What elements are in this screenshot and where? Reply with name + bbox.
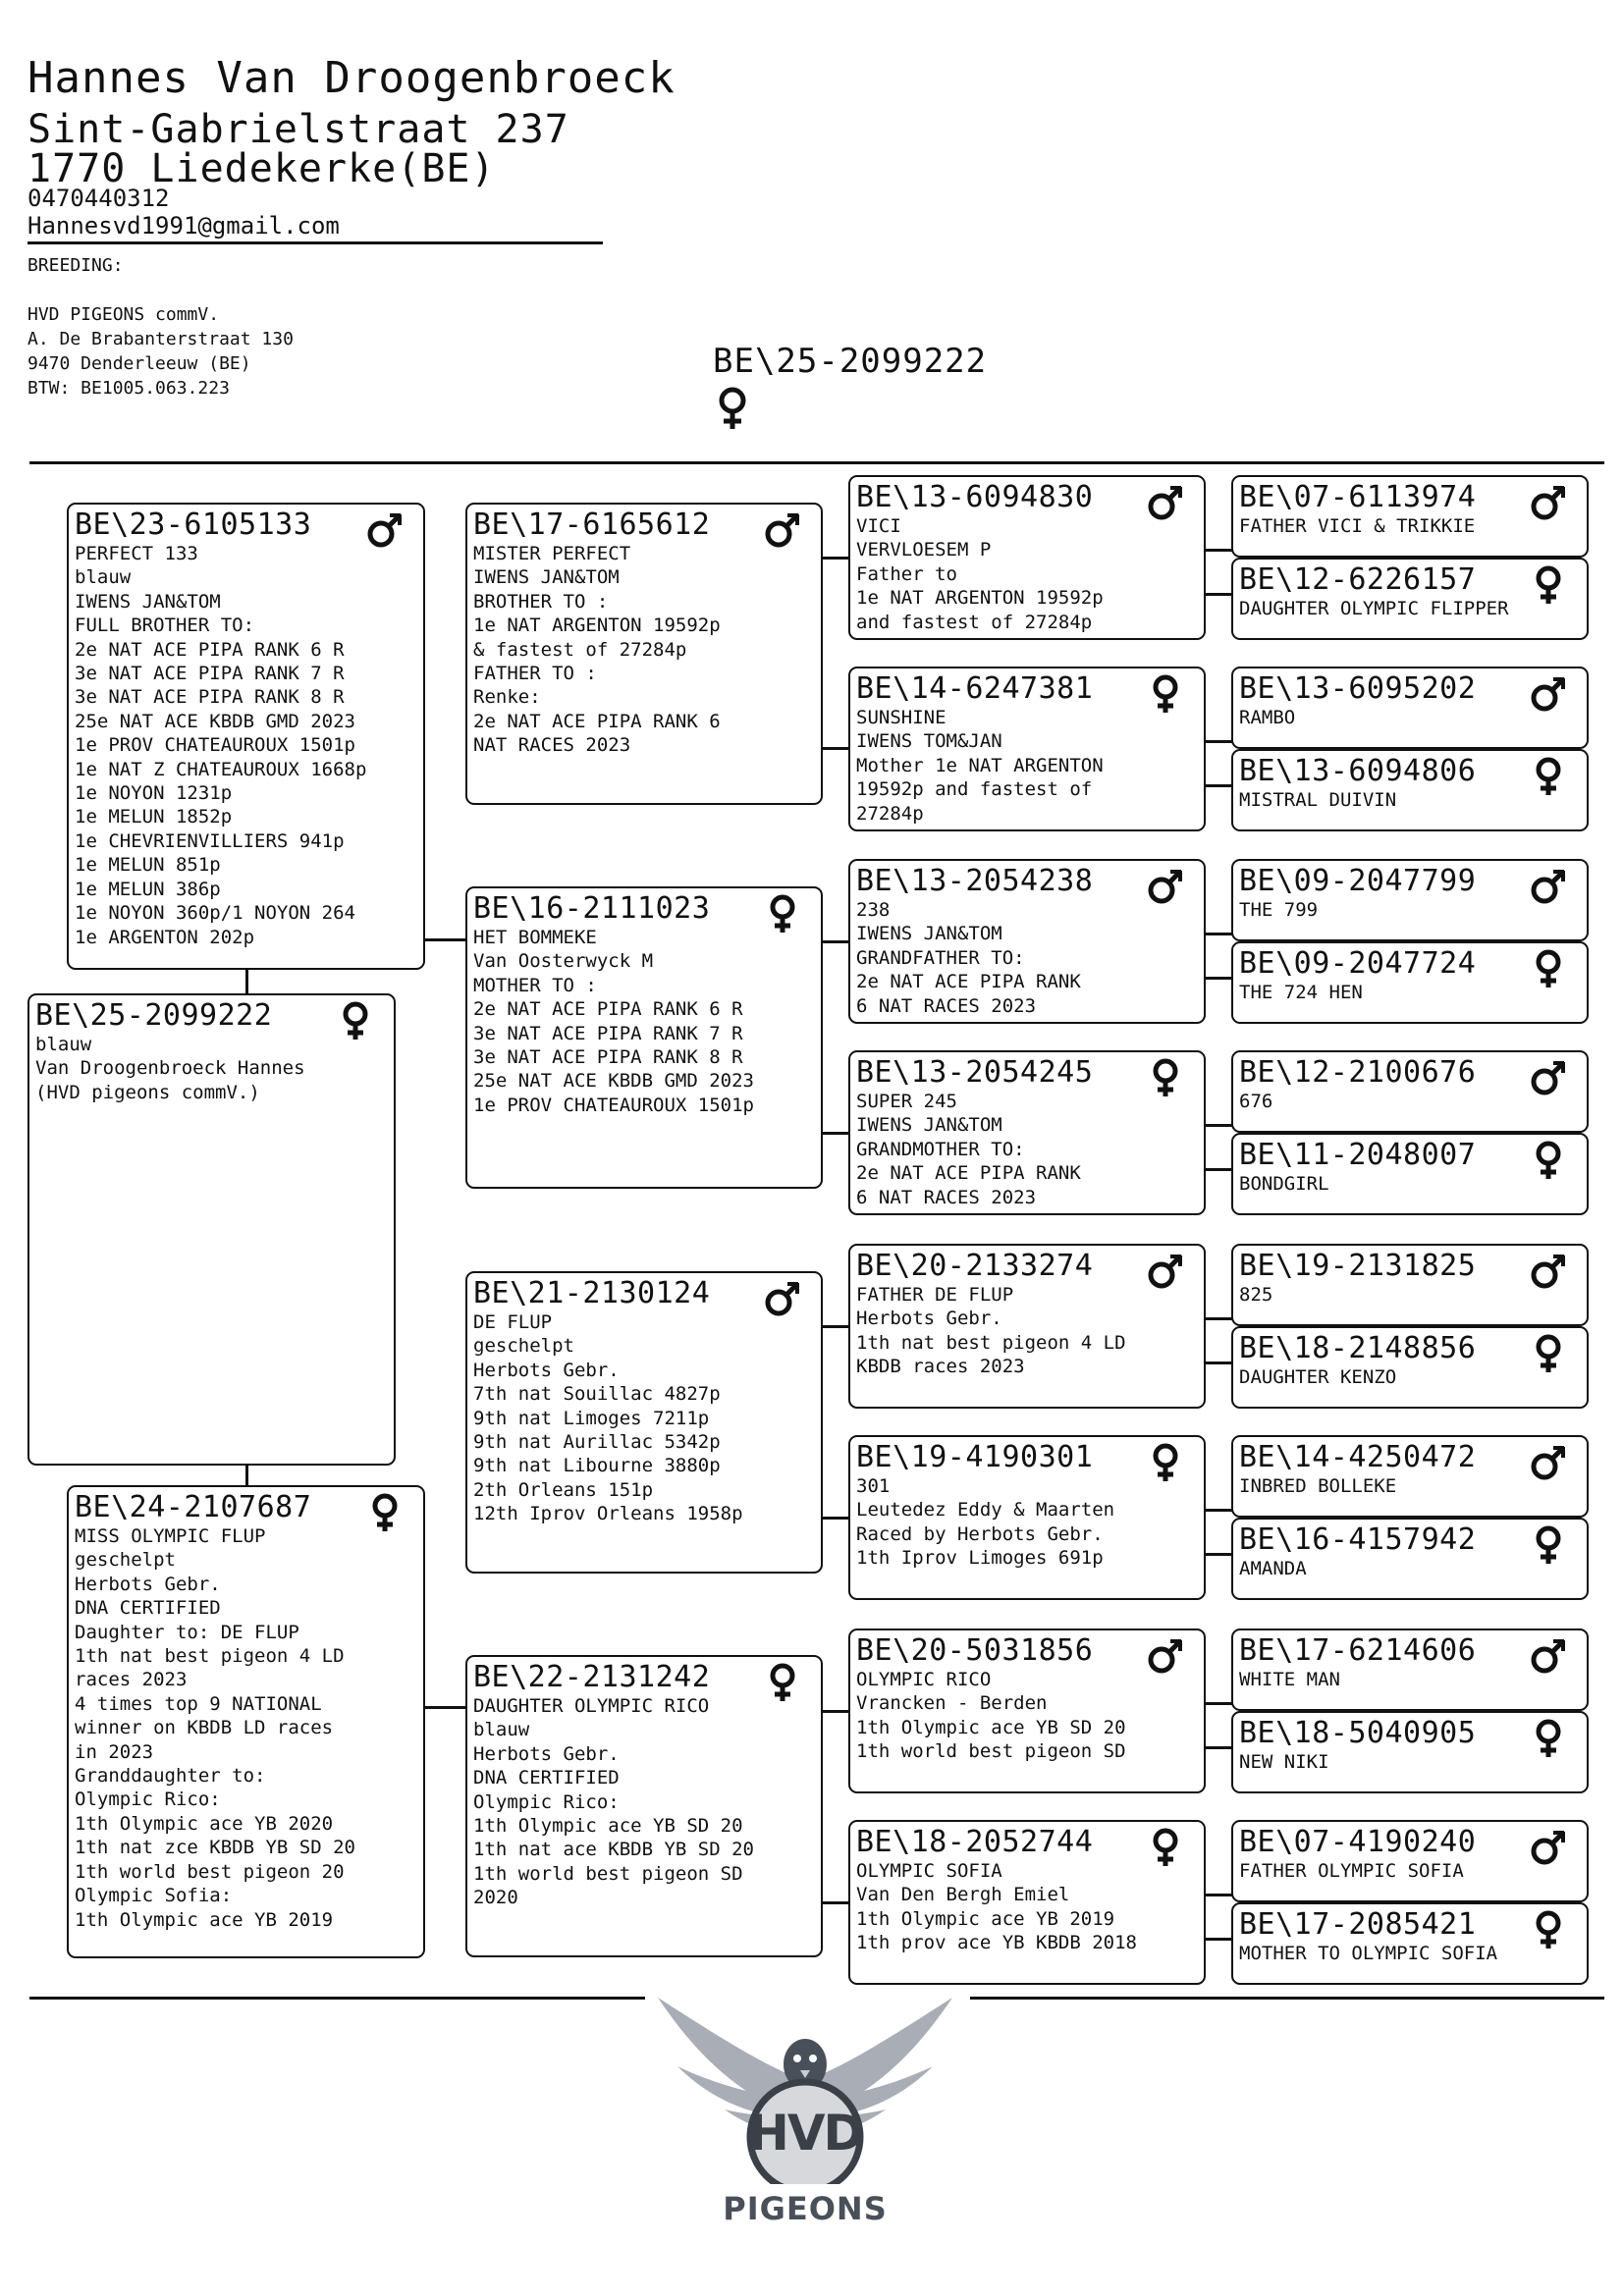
connector: [821, 940, 850, 943]
pigeon-card-gf-paternal: [465, 503, 823, 805]
pigeon-info-line: 25e NAT ACE KBDB GMD 2023: [75, 710, 355, 732]
ring-number: BE\07-6113974: [1239, 480, 1477, 514]
pigeon-info-line: 3e NAT ACE PIPA RANK 8 R: [473, 1046, 743, 1069]
pigeon-info-line: GRANDMOTHER TO:: [856, 1138, 1025, 1160]
connector: [1204, 933, 1233, 935]
connector: [821, 1132, 850, 1135]
female-icon: [1530, 757, 1567, 796]
female-icon: [1530, 1719, 1567, 1758]
owner-street: Sint-Gabrielstraat 237: [27, 107, 569, 152]
pigeon-info-line: Raced by Herbots Gebr.: [856, 1522, 1104, 1545]
connector: [1204, 1746, 1233, 1749]
pigeon-info-line: IWENS TOM&JAN: [856, 730, 1002, 753]
male-icon: [1147, 483, 1184, 522]
pigeon-info-line: SUNSHINE: [856, 707, 947, 728]
pigeon-info-line: (HVD pigeons commV.): [35, 1081, 260, 1103]
female-icon: [366, 1493, 404, 1532]
ring-number: BE\14-6247381: [856, 671, 1094, 706]
female-icon: [1530, 1141, 1567, 1180]
female-icon: [764, 1663, 801, 1702]
pigeon-info-line: 2e NAT ACE PIPA RANK: [856, 971, 1081, 993]
female-icon: [1147, 674, 1184, 714]
connector: [1204, 784, 1233, 787]
ring-number: BE\19-2131825: [1239, 1249, 1477, 1283]
pigeon-info-line: 1th Olympic ace YB SD 20: [473, 1815, 743, 1838]
pigeon-info-line: 1th nat best pigeon 4 LD: [75, 1645, 345, 1668]
pigeon-info-line: DE FLUP: [473, 1311, 553, 1333]
pigeon-card-gggparent: [1231, 558, 1589, 640]
ring-number: BE\13-2054238: [856, 864, 1094, 898]
connector: [1204, 593, 1233, 596]
pigeon-card-ggparent: [848, 1820, 1206, 1985]
male-icon: [1530, 1636, 1567, 1676]
pigeon-info-line: 238: [856, 899, 891, 921]
pigeon-info-line: Father to: [856, 562, 957, 585]
pigeon-info-line: in 2023: [75, 1740, 154, 1763]
pigeon-info-line: MISTER PERFECT: [473, 543, 631, 564]
male-icon: [1530, 674, 1567, 714]
pigeon-info-line: 301: [856, 1475, 891, 1497]
pigeon-card-gggparent: [1231, 1326, 1589, 1409]
bottom-divider-right: [970, 1997, 1604, 2000]
pigeon-info-line: blauw: [35, 1034, 92, 1055]
pigeon-info-line: MOTHER TO :: [473, 974, 597, 996]
female-icon: [1530, 1910, 1567, 1949]
ring-number: BE\23-6105133: [75, 507, 312, 542]
connector: [821, 1901, 850, 1904]
pigeon-info-line: 2e NAT ACE PIPA RANK: [856, 1162, 1081, 1185]
male-icon: [1530, 1828, 1567, 1867]
connector: [1204, 1553, 1233, 1556]
ring-number: BE\18-5040905: [1239, 1716, 1477, 1750]
connector: [1204, 1317, 1233, 1320]
connector: [1204, 977, 1233, 980]
pigeon-info-line: 1e NOYON 1231p: [75, 782, 233, 805]
owner-phone: 0470440312: [27, 185, 170, 212]
female-icon: [1530, 1525, 1567, 1565]
ring-number: BE\17-2085421: [1239, 1907, 1477, 1942]
pigeon-info-line: RAMBO: [1239, 707, 1296, 728]
pigeon-info-line: Herbots Gebr.: [473, 1359, 620, 1381]
pigeon-card-ggparent: [848, 1244, 1206, 1409]
pigeon-card-gm-maternal: [465, 1655, 823, 1957]
connector: [1204, 1362, 1233, 1364]
pigeon-info-line: Olympic Rico:: [473, 1790, 620, 1813]
pigeon-info-line: 1e NOYON 360p/1 NOYON 264: [75, 902, 355, 925]
connector: [821, 1517, 850, 1520]
ring-number: BE\18-2148856: [1239, 1331, 1477, 1365]
bottom-divider-left: [29, 1997, 645, 2000]
pigeon-info-line: 1e CHEVRIENVILLIERS 941p: [75, 829, 345, 852]
breeding-line: BTW: BE1005.063.223: [27, 378, 230, 399]
pigeon-card-gggparent: [1231, 859, 1589, 941]
pigeon-info-line: 1th nat best pigeon 4 LD: [856, 1331, 1126, 1354]
ring-number: BE\18-2052744: [856, 1825, 1094, 1859]
pigeon-info-line: 1th Olympic ace YB 2019: [75, 1908, 334, 1931]
pigeon-info-line: BONDGIRL: [1239, 1173, 1329, 1195]
pigeon-info-line: NEW NIKI: [1239, 1751, 1329, 1773]
connector: [1204, 1702, 1233, 1705]
pigeon-info-line: 2020: [473, 1887, 518, 1909]
pigeon-card-ggparent: [848, 859, 1206, 1024]
pigeon-info-line: VICI: [856, 515, 901, 537]
pigeon-info-line: 27284p: [856, 802, 924, 825]
pigeon-info-line: DAUGHTER KENZO: [1239, 1366, 1397, 1388]
ring-number: BE\13-6095202: [1239, 671, 1477, 706]
pigeon-info-line: 825: [1239, 1284, 1273, 1306]
pigeon-info-line: 1th Olympic ace YB 2020: [75, 1812, 334, 1835]
pigeon-info-line: Leutedez Eddy & Maarten: [856, 1499, 1115, 1522]
male-icon: [1530, 1443, 1567, 1482]
pigeon-info-line: NAT RACES 2023: [473, 734, 631, 757]
female-icon: [1530, 949, 1567, 988]
pigeon-info-line: MISTRAL DUIVIN: [1239, 789, 1397, 811]
pigeon-info-line: 9th nat Aurillac 5342p: [473, 1431, 721, 1454]
pigeon-info-line: Olympic Rico:: [75, 1789, 221, 1811]
pigeon-info-line: 1th Olympic ace YB 2019: [856, 1907, 1115, 1930]
pigeon-info-line: SUPER 245: [856, 1091, 957, 1112]
connector: [424, 938, 467, 941]
pigeon-info-line: 1e ARGENTON 202p: [75, 926, 255, 948]
pigeon-info-line: FATHER TO :: [473, 663, 597, 685]
pigeon-card-gggparent: [1231, 475, 1589, 558]
female-icon: [1147, 1828, 1184, 1867]
pigeon-info-line: OLYMPIC SOFIA: [856, 1860, 1002, 1882]
pigeon-card-gggparent: [1231, 1711, 1589, 1793]
ring-number: BE\16-2111023: [473, 891, 711, 926]
pigeon-info-line: THE 799: [1239, 899, 1319, 921]
ring-number: BE\19-4190301: [856, 1440, 1094, 1474]
pigeon-card-ggparent: [848, 1050, 1206, 1215]
owner-email: Hannesvd1991@gmail.com: [27, 212, 340, 240]
female-icon: [1530, 1334, 1567, 1373]
pigeon-info-line: geschelpt: [473, 1335, 574, 1358]
pigeon-info-line: & fastest of 27284p: [473, 638, 687, 661]
pigeon-info-line: Mother 1e NAT ARGENTON: [856, 754, 1104, 776]
pigeon-info-line: 1th world best pigeon SD: [473, 1862, 743, 1885]
pigeon-info-line: FATHER VICI & TRIKKIE: [1239, 515, 1476, 537]
ring-number: BE\17-6165612: [473, 507, 711, 542]
pigeon-info-line: WHITE MAN: [1239, 1669, 1340, 1690]
pigeon-info-line: 2e NAT ACE PIPA RANK 6: [473, 710, 721, 732]
pigeon-info-line: FATHER DE FLUP: [856, 1284, 1014, 1306]
pigeon-info-line: 2e NAT ACE PIPA RANK 6 R: [75, 638, 345, 661]
breeding-line: A. De Brabanterstraat 130: [27, 329, 294, 349]
ring-number: BE\12-6226157: [1239, 562, 1477, 597]
pigeon-card-ggparent: [848, 475, 1206, 640]
ring-number: BE\20-5031856: [856, 1633, 1094, 1668]
pigeon-info-line: 1e PROV CHATEAUROUX 1501p: [473, 1094, 754, 1116]
pigeon-info-line: 1th nat ace KBDB YB SD 20: [473, 1839, 754, 1861]
ring-number: BE\09-2047724: [1239, 946, 1477, 981]
logo-word: PIGEONS: [723, 2190, 888, 2227]
pigeon-card-ggparent: [848, 1629, 1206, 1793]
connector: [1204, 1509, 1233, 1512]
pigeon-info-line: IWENS JAN&TOM: [856, 923, 1002, 945]
female-icon: [337, 1001, 374, 1041]
male-icon: [366, 510, 404, 550]
pigeon-info-line: FULL BROTHER TO:: [75, 614, 255, 637]
ring-number: BE\25-2099222: [35, 998, 273, 1033]
female-icon: [1530, 565, 1567, 605]
male-icon: [764, 510, 801, 550]
pigeon-card-gf-maternal: [465, 1271, 823, 1574]
pigeon-info-line: 1e MELUN 1852p: [75, 806, 233, 828]
pigeon-info-line: AMANDA: [1239, 1558, 1307, 1579]
pigeon-info-line: 9th nat Limoges 7211p: [473, 1407, 710, 1429]
pigeon-card-subject: [27, 993, 396, 1466]
pigeon-card-gggparent: [1231, 1435, 1589, 1518]
top-divider: [29, 461, 1604, 464]
pigeon-info-line: 3e NAT ACE PIPA RANK 7 R: [75, 663, 345, 685]
male-icon: [1530, 867, 1567, 906]
pigeon-info-line: Renke:: [473, 686, 541, 709]
pigeon-info-line: Herbots Gebr.: [856, 1308, 1002, 1330]
female-icon: [1147, 1443, 1184, 1482]
male-icon: [1530, 1058, 1567, 1097]
ring-number: BE\14-4250472: [1239, 1440, 1477, 1474]
pigeon-info-line: 1th world best pigeon SD: [856, 1740, 1126, 1763]
pigeon-card-gggparent: [1231, 1820, 1589, 1902]
ring-number: BE\12-2100676: [1239, 1055, 1477, 1090]
pigeon-info-line: blauw: [473, 1719, 530, 1741]
pigeon-card-gggparent: [1231, 1133, 1589, 1215]
pigeon-info-line: 1e MELUN 386p: [75, 878, 221, 900]
pigeon-info-line: 4 times top 9 NATIONAL: [75, 1692, 322, 1715]
pigeon-info-line: 12th Iprov Orleans 1958p: [473, 1503, 743, 1525]
pigeon-info-line: THE 724 HEN: [1239, 982, 1363, 1003]
pigeon-card-gggparent: [1231, 667, 1589, 749]
pigeon-info-line: GRANDFATHER TO:: [856, 946, 1025, 969]
ring-number: BE\20-2133274: [856, 1249, 1094, 1283]
pigeon-info-line: 676: [1239, 1091, 1273, 1112]
connector: [424, 1706, 467, 1709]
pigeon-card-gggparent: [1231, 749, 1589, 831]
male-icon: [1147, 1636, 1184, 1676]
pigeon-card-gggparent: [1231, 1244, 1589, 1326]
connector: [821, 1710, 850, 1713]
pigeon-card-gggparent: [1231, 941, 1589, 1024]
pigeon-info-line: Van Droogenbroeck Hannes: [35, 1057, 305, 1080]
pigeon-info-line: 19592p and fastest of: [856, 778, 1093, 801]
male-icon: [1530, 483, 1567, 522]
pigeon-info-line: IWENS JAN&TOM: [856, 1114, 1002, 1137]
pigeon-info-line: PERFECT 133: [75, 543, 198, 564]
pigeon-info-line: IWENS JAN&TOM: [473, 566, 620, 589]
connector: [1204, 1894, 1233, 1896]
connector: [1204, 1938, 1233, 1941]
connector: [1204, 1124, 1233, 1127]
breeding-line: HVD PIGEONS commV.: [27, 304, 220, 325]
pigeon-info-line: 25e NAT ACE KBDB GMD 2023: [473, 1070, 754, 1093]
pigeon-info-line: MOTHER TO OLYMPIC SOFIA: [1239, 1943, 1498, 1964]
pigeon-info-line: and fastest of 27284p: [856, 611, 1093, 633]
pigeon-info-line: DAUGHTER OLYMPIC FLIPPER: [1239, 598, 1509, 619]
pigeon-info-line: 1th Olympic ace YB SD 20: [856, 1716, 1126, 1738]
ring-number: BE\09-2047799: [1239, 864, 1477, 898]
pigeon-info-line: races 2023: [75, 1669, 188, 1691]
pigeon-info-line: Herbots Gebr.: [473, 1742, 620, 1765]
pigeon-card-father: [67, 503, 425, 970]
male-icon: [1147, 867, 1184, 906]
pigeon-info-line: 2e NAT ACE PIPA RANK 6 R: [473, 998, 743, 1021]
subject-female-icon: [713, 386, 752, 431]
pigeon-info-line: 1e MELUN 851p: [75, 854, 221, 877]
pigeon-info-line: 1e PROV CHATEAUROUX 1501p: [75, 734, 355, 757]
connector: [821, 747, 850, 750]
pigeon-info-line: 1e NAT ARGENTON 19592p: [856, 587, 1104, 610]
pigeon-card-gggparent: [1231, 1518, 1589, 1600]
pigeon-info-line: Van Den Bergh Emiel: [856, 1884, 1070, 1906]
pigeon-info-line: DAUGHTER OLYMPIC RICO: [473, 1695, 710, 1717]
owner-city: 1770 Liedekerke(BE): [27, 146, 496, 191]
ring-number: BE\13-6094806: [1239, 754, 1477, 788]
pigeon-card-gggparent: [1231, 1902, 1589, 1985]
female-icon: [764, 894, 801, 934]
pigeon-info-line: blauw: [75, 566, 132, 589]
pigeon-info-line: VERVLOESEM P: [856, 539, 992, 561]
ring-number: BE\17-6214606: [1239, 1633, 1477, 1668]
ring-number: BE\22-2131242: [473, 1660, 711, 1694]
pigeon-info-line: INBRED BOLLEKE: [1239, 1475, 1397, 1497]
subject-ring: BE\25-2099222: [713, 342, 988, 381]
pigeon-info-line: Olympic Sofia:: [75, 1885, 233, 1907]
female-icon: [1147, 1058, 1184, 1097]
connector: [1204, 1168, 1233, 1171]
connector: [1204, 740, 1233, 743]
pigeon-info-line: 7th nat Souillac 4827p: [473, 1383, 721, 1406]
ring-number: BE\11-2048007: [1239, 1138, 1477, 1172]
pigeon-info-line: 6 NAT RACES 2023: [856, 1186, 1037, 1208]
pigeon-info-line: 6 NAT RACES 2023: [856, 994, 1037, 1017]
logo-mark: HVD: [747, 2105, 863, 2162]
pigeon-card-gggparent: [1231, 1629, 1589, 1711]
pigeon-info-line: MISS OLYMPIC FLUP: [75, 1525, 266, 1547]
pigeon-info-line: 3e NAT ACE PIPA RANK 8 R: [75, 686, 345, 709]
connector: [1204, 549, 1233, 552]
pigeon-info-line: 1e NAT Z CHATEAUROUX 1668p: [75, 758, 367, 780]
connector: [821, 1325, 850, 1328]
pigeon-info-line: KBDB races 2023: [856, 1356, 1025, 1378]
pigeon-card-gm-paternal: [465, 886, 823, 1189]
pigeon-info-line: 1th nat zce KBDB YB SD 20: [75, 1837, 355, 1859]
pigeon-info-line: Vrancken - Berden: [856, 1692, 1048, 1715]
pigeon-info-line: 1th prov ace YB KBDB 2018: [856, 1932, 1137, 1954]
ring-number: BE\13-2054245: [856, 1055, 1094, 1090]
breeding-label: BREEDING:: [27, 255, 124, 276]
ring-number: BE\24-2107687: [75, 1490, 312, 1524]
pigeon-info-line: FATHER OLYMPIC SOFIA: [1239, 1860, 1464, 1882]
male-icon: [1530, 1252, 1567, 1291]
pigeon-info-line: Granddaughter to:: [75, 1765, 266, 1788]
male-icon: [1147, 1252, 1184, 1291]
pigeon-info-line: HET BOMMEKE: [473, 927, 597, 948]
ring-number: BE\13-6094830: [856, 480, 1094, 514]
pigeon-info-line: 1th Iprov Limoges 691p: [856, 1547, 1104, 1570]
pigeon-card-ggparent: [848, 1435, 1206, 1600]
pigeon-info-line: DNA CERTIFIED: [473, 1767, 620, 1789]
pigeon-card-gggparent: [1231, 1050, 1589, 1133]
owner-name: Hannes Van Droogenbroeck: [27, 53, 676, 103]
connector: [821, 557, 850, 560]
pigeon-info-line: 3e NAT ACE PIPA RANK 7 R: [473, 1022, 743, 1044]
logo: [648, 1988, 962, 2243]
ring-number: BE\21-2130124: [473, 1276, 711, 1310]
pigeon-info-line: OLYMPIC RICO: [856, 1669, 992, 1690]
breeding-line: 9470 Denderleeuw (BE): [27, 353, 251, 374]
pigeon-info-line: Van Oosterwyck M: [473, 950, 654, 973]
pigeon-info-line: 9th nat Libourne 3880p: [473, 1455, 721, 1477]
pigeon-info-line: Daughter to: DE FLUP: [75, 1621, 299, 1643]
ring-number: BE\07-4190240: [1239, 1825, 1477, 1859]
pigeon-info-line: Herbots Gebr.: [75, 1573, 221, 1595]
pigeon-info-line: winner on KBDB LD races: [75, 1717, 334, 1739]
connector: [245, 967, 248, 996]
ring-number: BE\16-4157942: [1239, 1522, 1477, 1557]
pigeon-card-mother: [67, 1485, 425, 1958]
pigeon-info-line: 1th world best pigeon 20: [75, 1860, 345, 1883]
pigeon-info-line: DNA CERTIFIED: [75, 1597, 221, 1620]
pigeon-info-line: geschelpt: [75, 1549, 176, 1572]
pigeon-info-line: 1e NAT ARGENTON 19592p: [473, 614, 721, 637]
male-icon: [764, 1279, 801, 1318]
header-underline: [27, 241, 603, 244]
pigeon-card-ggparent: [848, 667, 1206, 831]
pigeon-info-line: IWENS JAN&TOM: [75, 590, 221, 613]
pigeon-info-line: BROTHER TO :: [473, 590, 609, 613]
pigeon-info-line: 2th Orleans 151p: [473, 1478, 654, 1501]
